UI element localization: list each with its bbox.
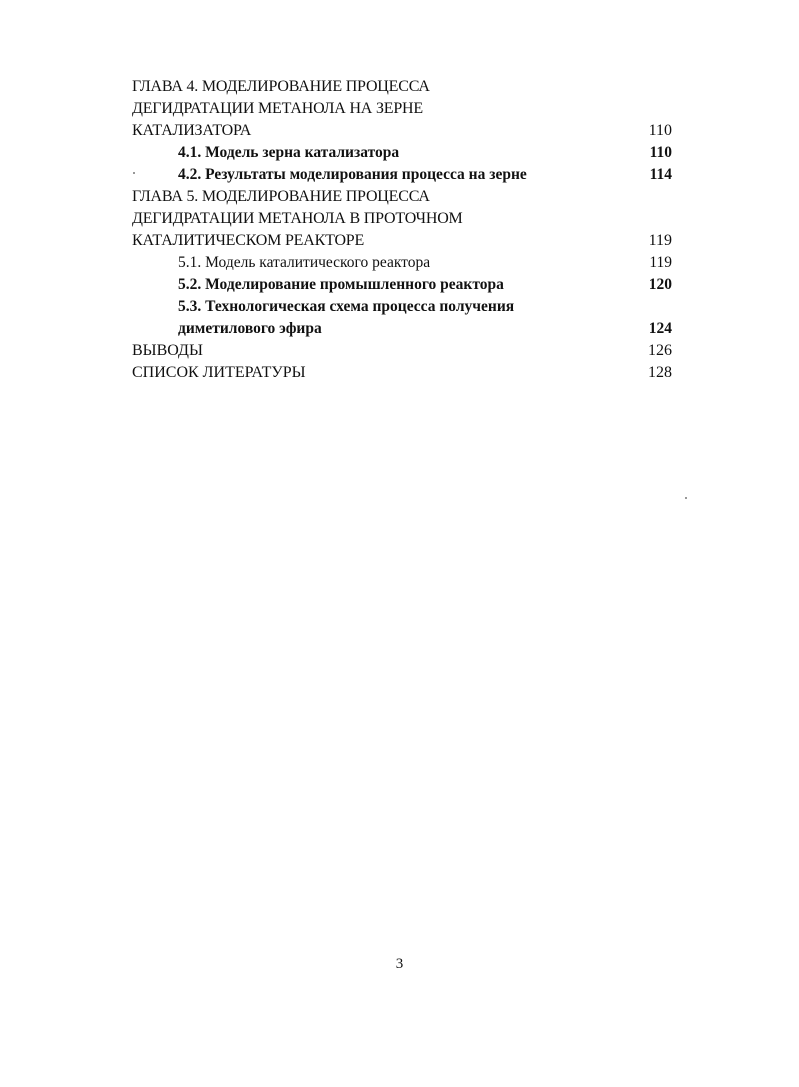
toc-entry-chapter-4[interactable] [132,76,672,142]
toc-title-line: ВЫВОДЫ [132,342,203,359]
toc-title-line: диметилового эфира [178,320,322,337]
toc-page-number: 124 [648,320,672,337]
table-of-contents [132,76,672,384]
toc-entry-section-5-3[interactable] [132,296,672,340]
toc-entry-title [178,274,672,296]
toc-title-line: 5.1. Модель каталитического реактора [178,254,431,271]
toc-title-line: ГЛАВА 4. МОДЕЛИРОВАНИЕ ПРОЦЕССА [132,78,430,95]
toc-entry-title [178,142,672,164]
toc-title-line: КАТАЛИЗАТОРА [132,122,252,139]
toc-entry-section-5-2[interactable] [132,274,672,296]
toc-entry-chapter-5[interactable] [132,186,672,252]
toc-title-line: 4.1. Модель зерна катализатора [178,144,400,161]
toc-entry-references[interactable] [132,362,672,384]
toc-entry-title [178,252,672,274]
scan-speck [685,497,687,499]
toc-title-line: СПИСОК ЛИТЕРАТУРЫ [132,364,306,381]
toc-page-number: 126 [648,342,672,359]
toc-entry-title [178,296,672,340]
toc-title-line: ДЕГИДРАТАЦИИ МЕТАНОЛА В ПРОТОЧНОМ [132,210,463,227]
toc-page-number: 110 [648,122,672,139]
toc-entry-section-5-1[interactable] [132,252,672,274]
toc-entry-title [178,164,672,186]
toc-entry-title [132,76,672,142]
toc-title-line: 5.2. Моделирование промышленного реактора [178,276,504,293]
toc-title-line: 5.3. Технологическая схема процесса получения [178,298,515,315]
toc-page-number: 110 [649,144,672,161]
toc-page-number: 119 [648,232,672,249]
toc-entry-title [132,186,672,252]
toc-page-number: 114 [649,166,672,183]
toc-entry-section-4-2[interactable] [132,164,672,186]
toc-title-line: ДЕГИДРАТАЦИИ МЕТАНОЛА НА ЗЕРНЕ [132,100,423,117]
toc-entry-title [132,340,672,362]
toc-page-number: 119 [649,254,672,271]
toc-entry-title [132,362,672,384]
toc-entry-section-4-1[interactable] [132,142,672,164]
toc-title-line: ГЛАВА 5. МОДЕЛИРОВАНИЕ ПРОЦЕССА [132,188,430,205]
toc-page-number: 128 [648,364,672,381]
toc-page-number: 120 [648,276,672,293]
page-number: 3 [395,956,404,972]
scan-speck [133,172,135,174]
toc-title-line: КАТАЛИТИЧЕСКОМ РЕАКТОРЕ [132,232,365,249]
toc-entry-conclusions[interactable] [132,340,672,362]
toc-title-line: 4.2. Результаты моделирования процесса на зерне [178,166,527,183]
